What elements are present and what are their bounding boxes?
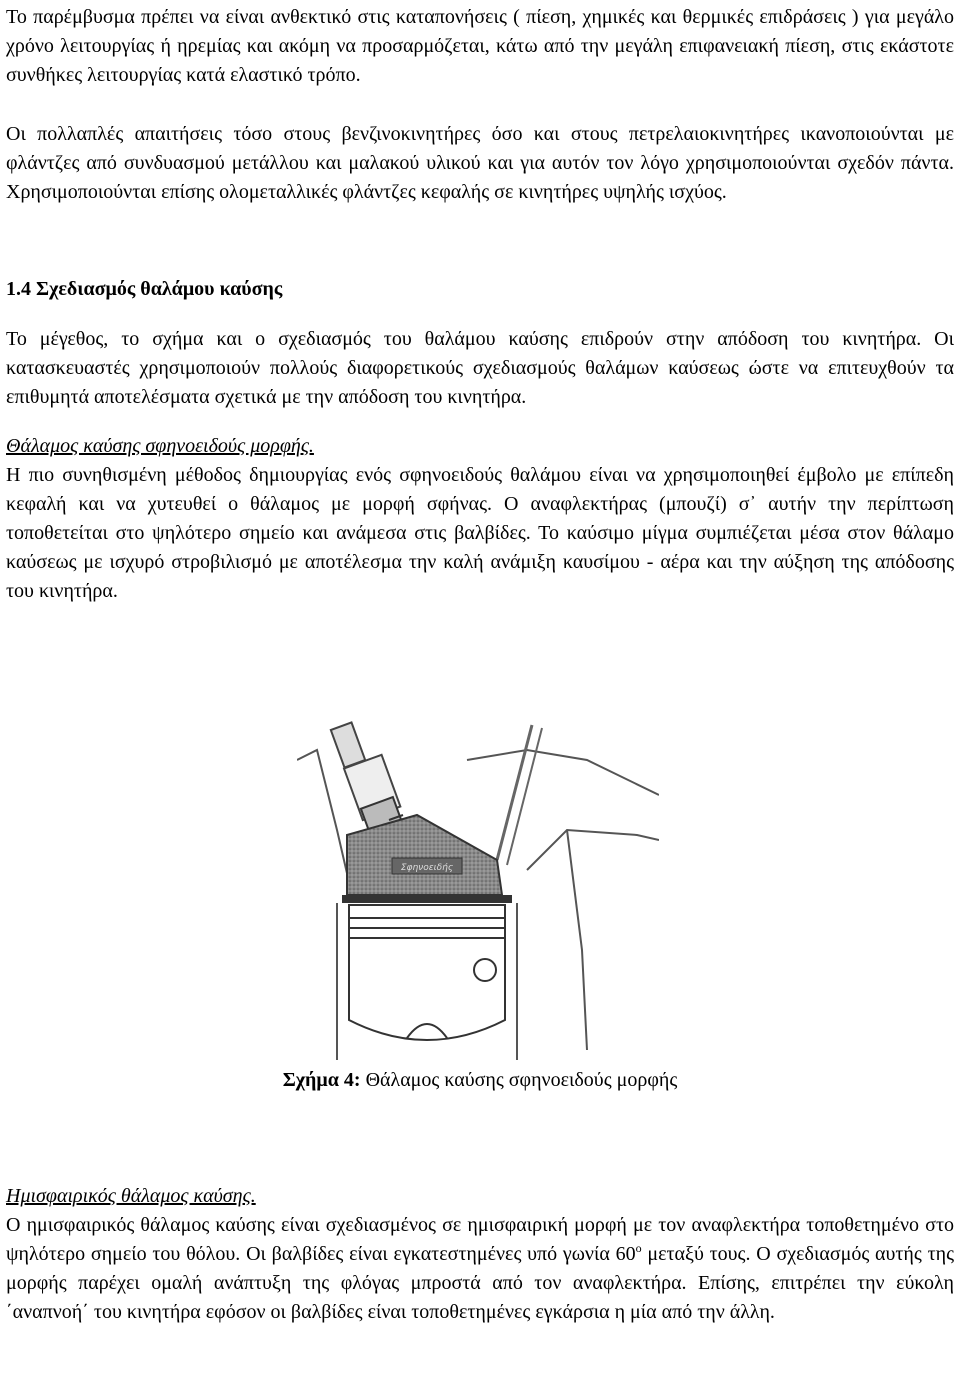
wedge-chamber-figure (297, 720, 659, 1072)
document-page (6, 0, 954, 606)
section-heading: 1.4 Σχεδιασμός θαλάμου καύσης (6, 278, 283, 300)
subheading-wedge-chamber: Θάλαμος καύσης σφηνοειδούς μορφής. (6, 435, 314, 457)
paragraph-wedge-chamber: Η πιο συνηθισμένη μέθοδος δημιουργίας ενός σφηνοειδούς θαλάμου είναι να χρησιμοποιηθεί έμβολο με επίπεδη κεφαλή και να χυτευθεί ο θάλαμος με μορφή σφήνας. Ο αναφλεκτήρας (μπουζί) σ᾽ αυτήν την περίπτωση τοποθετείται στο ψηλότερο σημείο και ανάμεσα στις βαλβίδες. Το καύσιμο μίγμα συμπιέζεται μέσα στον θάλαμο καύσεως με ισχυρό στροβιλισμό με αποτέλεσμα την καλή ανάμιξη καυσίμου - αέρα και την αύξηση της απόδοσης του κινητήρα. (6, 464, 954, 602)
paragraph-hemi-part1: Ο ημισφαιρικός θάλαμος καύσης είναι σχεδιασμένος σε ημισφαιρική μορφή με τον αναφλεκτήρα τοποθετημένο στο ψηλότερο σημείο του θόλου. Οι βαλβίδες είναι εγκατεστημένες υπό γωνία 60 (6, 1214, 954, 1265)
caption-number: Σχήμα 4: (282, 1069, 361, 1091)
figure-label: Σφηνοειδής (400, 863, 454, 873)
subheading-hemispherical-chamber: Ημισφαιρικός θάλαμος καύσης. (6, 1185, 256, 1207)
paragraph-chamber-design: Το μέγεθος, το σχήμα και ο σχεδιασμός του θαλάμου καύσης επιδρούν στην απόδοση του κινητήρα. Οι κατασκευαστές χρησιμοποιούν πολλούς διαφορετικούς σχεδιασμούς θαλάμων καύσεως ώστε να επιτευχθούν τα επιθυμητά αποτελέσματα σχετικά με την απόδοση του κινητήρα. (6, 328, 954, 408)
figure-caption (0, 1066, 960, 1095)
paragraph-gasket: Το παρέμβυσμα πρέπει να είναι ανθεκτικό στις καταπονήσεις ( πίεση, χημικές και θερμικές επιδράσεις ) για μεγάλο χρόνο λειτουργίας ή ηρεμίας και ακόμη να προσαρμόζεται, κάτω από την μεγάλη επιφανειακή πίεση, στις εκάστοτε συνθήκες λειτουργίας κατά ελαστικό τρόπο. (6, 6, 954, 86)
piston-icon (349, 905, 505, 1040)
paragraph-hemispherical-chamber (6, 1211, 954, 1327)
paragraph-hemi-part2: μεταξύ τους. Ο σχεδιασμός αυτής της μορφής παρέχει ομαλή ανάπτυξη της φλόγας μπροστά από τον αναφλεκτήρα. Επίσης, επιτρέπει την εύκολη ΄αναπνοή΄ του κινητήρα εφόσον οι βαλβίδες είναι τοποθετημένες εγκάρσια η μία από την άλλη. (6, 1243, 955, 1323)
wedge-chamber-illustration (297, 720, 659, 1072)
paragraph-flanges: Οι πολλαπλές απαιτήσεις τόσο στους βενζινοκινητήρες όσο και στους πετρελαιοκινητήρες ικανοποιούνται με φλάντζες από συνδυασμού μετάλλου και μαλακού υλικού και για αυτόν τον λόγο χρησιμοποιούνται σχεδόν πάντα. Χρησιμοποιούνται επίσης ολομεταλλικές φλάντζες κεφαλής σε κινητήρες υψηλής ισχύος. (6, 123, 954, 203)
caption-text: Θάλαμος καύσης σφηνοειδούς μορφής (360, 1069, 678, 1091)
degree-superscript: ο (635, 1241, 642, 1255)
